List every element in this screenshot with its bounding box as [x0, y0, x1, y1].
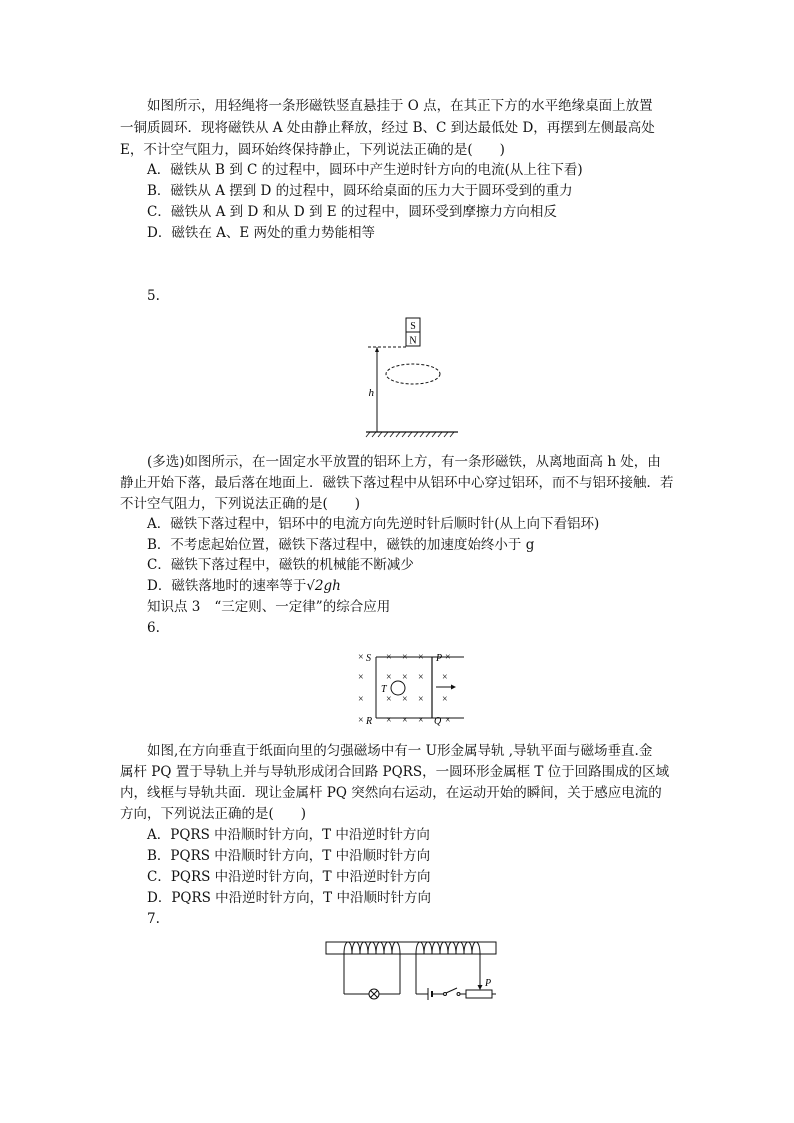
q5-option-d: [147, 576, 341, 596]
velocity-arrow: [451, 685, 456, 690]
switch-icon: [444, 988, 461, 996]
section-title: “三定则、一定律”的综合应用: [214, 599, 391, 615]
sqrt-2gh-formula: √2gh: [306, 578, 341, 594]
label-r: R: [366, 716, 373, 727]
aluminum-ring: [386, 364, 440, 384]
svg-text:×: ×: [418, 672, 424, 683]
q5-stem-line2: 静止开始下落，最后落在地面上．磁铁下落过程中从铝环中心穿过铝环，而不与铝环接触．若: [120, 475, 674, 491]
q5-option-d-text: D．磁铁落地时的速率等于: [147, 578, 307, 594]
svg-text:×: ×: [442, 672, 448, 683]
magnet-n-pole-label: N: [409, 335, 417, 347]
rheostat: [466, 990, 492, 998]
svg-text:×: ×: [358, 715, 364, 726]
q4-stem-line2: 一铜质圆环．现将磁铁从 A 处由静止释放，经过 B、C 到达最低处 D，再摆到左侧最高处: [120, 120, 655, 136]
ring-frame-t: [391, 681, 405, 695]
q6-option-a: A．PQRS 中沿顺时针方向，T 中沿逆时针方向: [147, 827, 430, 843]
svg-text:×: ×: [358, 672, 364, 683]
section-label: 知识点 3: [147, 599, 201, 615]
lamp-icon: [369, 989, 379, 999]
q4-stem-line3: E，不计空气阻力，圆环始终保持静止，下列说法正确的是( ): [120, 142, 505, 158]
q5-number: 5.: [147, 288, 160, 304]
q4-stem-line1: 如图所示，用轻绳将一条形磁铁竖直悬挂于 O 点，在其正下方的水平绝缘桌面上放置: [147, 98, 653, 114]
svg-text:×: ×: [418, 715, 424, 726]
svg-text:×: ×: [386, 672, 392, 683]
svg-text:×: ×: [358, 694, 364, 705]
q4-option-b: B．磁铁从 A 摆到 D 的过程中，圆环给桌面的压力大于圆环受到的重力: [147, 183, 573, 199]
svg-text:×: ×: [442, 694, 448, 705]
q6-stem-line3: 内，线框与导轨共面．现让金属杆 PQ 突然向右运动，在运动开始的瞬间，关于感应电流的: [120, 785, 662, 801]
q5-figure-falling-magnet: [360, 314, 470, 438]
q6-option-b: B．PQRS 中沿顺时针方向，T 中沿顺时针方向: [147, 848, 431, 864]
q6-option-d: D．PQRS 中沿逆时针方向，T 中沿顺时针方向: [147, 890, 431, 906]
magnet-s-pole-label: S: [410, 321, 416, 332]
q6-number: 6.: [147, 620, 160, 636]
svg-text:×: ×: [402, 672, 408, 683]
height-label: h: [368, 387, 374, 399]
svg-text:×: ×: [358, 652, 364, 663]
q5-stem-line1: (多选)如图所示，在一固定水平放置的铝环上方，有一条形磁铁，从离地面高 h 处，由: [147, 454, 661, 470]
q6-stem-line1: 如图,在方向垂直于纸面向里的匀强磁场中有一 U形金属导轨 ,导轨平面与磁场垂直.金: [147, 743, 653, 759]
svg-text:×: ×: [386, 652, 392, 663]
q5-option-a: A．磁铁下落过程中，铝环中的电流方向先逆时针后顺时针(从上向下看铝环): [147, 516, 600, 532]
label-t: T: [381, 684, 387, 695]
battery-icon: [428, 988, 432, 1000]
svg-text:×: ×: [386, 694, 392, 705]
svg-text:×: ×: [402, 694, 408, 705]
q6-stem-line2: 属杆 PQ 置于导轨上并与导轨形成闭合回路 PQRS，一圆环形金属框 T 位于回路围成的区域: [120, 764, 670, 780]
right-coil: [416, 942, 480, 954]
section-heading: [147, 597, 390, 617]
q4-option-c: C．磁铁从 A 到 D 和从 D 到 E 的过程中，圆环受到摩擦力方向相反: [147, 204, 557, 220]
svg-text:×: ×: [445, 652, 451, 663]
q5-stem-line3: 不计空气阻力，下列说法正确的是( ): [120, 496, 361, 512]
svg-text:×: ×: [386, 715, 392, 726]
q6-stem-line4: 方向，下列说法正确的是( ): [120, 806, 307, 822]
q6-option-c: C．PQRS 中沿逆时针方向，T 中沿逆时针方向: [147, 869, 431, 885]
svg-text:×: ×: [445, 715, 451, 726]
q7-number: 7.: [147, 911, 160, 927]
label-p: P: [485, 978, 492, 989]
svg-text:×: ×: [402, 715, 408, 726]
svg-text:×: ×: [402, 652, 408, 663]
q6-figure-rail-circuit: [352, 644, 464, 730]
svg-text:×: ×: [418, 652, 424, 663]
slider-arrow-p: [478, 982, 483, 990]
left-coil: [344, 942, 400, 954]
label-q: Q: [434, 716, 442, 727]
q5-option-c: C．磁铁下落过程中，磁铁的机械能不断减少: [147, 557, 414, 573]
q7-figure-solenoid-circuit: [324, 936, 500, 1002]
q5-option-b: B．不考虑起始位置，磁铁下落过程中，磁铁的加速度始终小于 g: [147, 537, 535, 553]
q4-option-d: D．磁铁在 A、E 两处的重力势能相等: [147, 225, 376, 241]
label-s: S: [366, 653, 371, 664]
svg-text:×: ×: [418, 694, 424, 705]
label-p: P: [436, 653, 443, 664]
q4-option-a: A．磁铁从 B 到 C 的过程中，圆环中产生逆时针方向的电流(从上往下看): [147, 162, 583, 178]
